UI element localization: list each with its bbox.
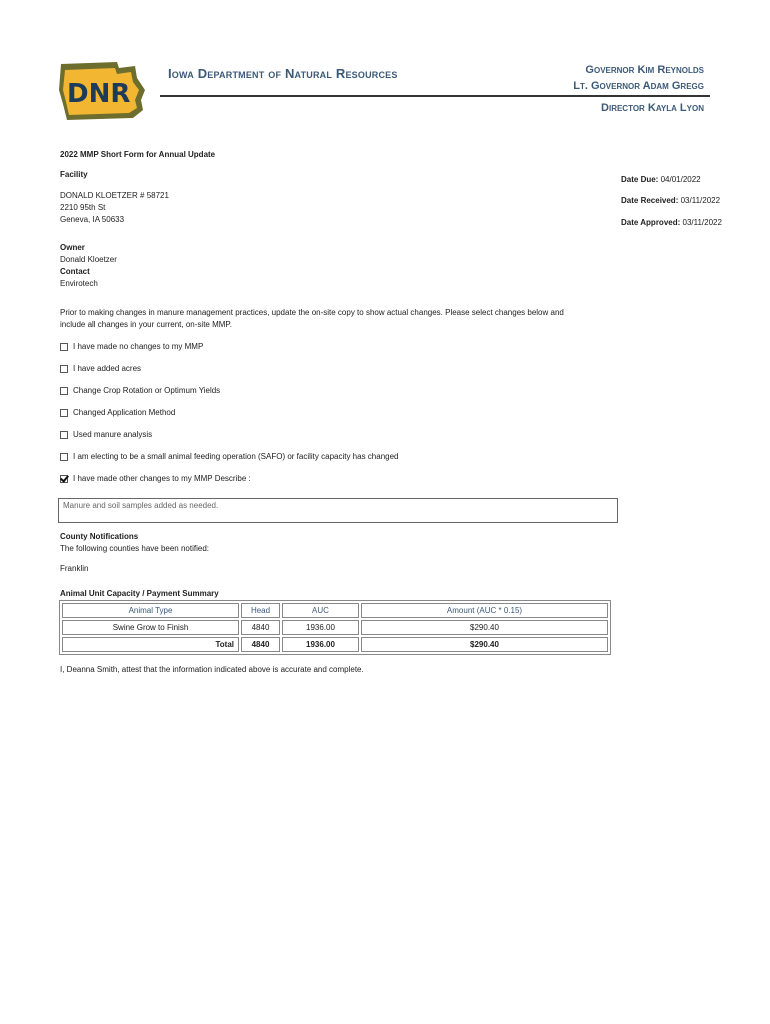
attestation: I, Deanna Smith, attest that the information indicated above is accurate and complete. bbox=[60, 665, 364, 674]
date-due bbox=[621, 174, 701, 186]
instructions bbox=[60, 307, 620, 331]
checkbox[interactable] bbox=[60, 343, 68, 351]
instructions-line-2: include all changes in your current, on-site MMP. bbox=[60, 320, 232, 329]
cell-total-amount: $290.40 bbox=[361, 637, 608, 652]
checkbox-label: Changed Application Method bbox=[73, 408, 176, 417]
col-amount: Amount (AUC * 0.15) bbox=[361, 603, 608, 618]
describe-field[interactable]: Manure and soil samples added as needed. bbox=[58, 498, 618, 523]
dnr-logo-text: DNR bbox=[67, 79, 131, 109]
cell-amount: $290.40 bbox=[361, 620, 608, 635]
contact-label: Contact bbox=[60, 267, 90, 276]
date-approved bbox=[621, 217, 722, 229]
checkbox-label: I have added acres bbox=[73, 364, 142, 373]
date-received-value: 03/11/2022 bbox=[680, 196, 721, 205]
checkbox[interactable] bbox=[60, 431, 68, 439]
checkbox-checked[interactable] bbox=[60, 475, 68, 483]
county-name: Franklin bbox=[60, 564, 89, 573]
date-due-value: 04/01/2022 bbox=[660, 175, 701, 184]
cell-head: 4840 bbox=[241, 620, 280, 635]
contact-name: Envirotech bbox=[60, 279, 98, 288]
checkbox-other-changes[interactable] bbox=[60, 473, 251, 485]
owner-contact bbox=[60, 242, 117, 290]
auc-section-title: Animal Unit Capacity / Payment Summary bbox=[60, 589, 219, 598]
table-header-row bbox=[62, 603, 608, 618]
cell-total-auc: 1936.00 bbox=[282, 637, 359, 652]
date-received-label: Date Received: bbox=[621, 196, 679, 205]
checkbox-label: Change Crop Rotation or Optimum Yields bbox=[73, 386, 221, 395]
date-approved-label: Date Approved: bbox=[621, 218, 681, 227]
form-title: 2022 MMP Short Form for Annual Update bbox=[60, 150, 216, 159]
owner-name: Donald Kloetzer bbox=[60, 255, 117, 264]
checkbox-manure-analysis[interactable] bbox=[60, 429, 152, 441]
checkbox[interactable] bbox=[60, 387, 68, 395]
director-name: Director Kayla Lyon bbox=[601, 102, 704, 114]
checkbox-label: I am electing to be a small animal feeding operation (SAFO) or facility capacity has changed bbox=[73, 452, 399, 461]
checkbox[interactable] bbox=[60, 409, 68, 417]
facility-address bbox=[60, 190, 169, 226]
governor-name: Governor Kim Reynolds bbox=[585, 64, 704, 76]
cell-animal-type: Swine Grow to Finish bbox=[62, 620, 239, 635]
facility-label: Facility bbox=[60, 170, 88, 179]
checkbox-safo[interactable] bbox=[60, 451, 399, 463]
agency-name: Iowa Department of Natural Resources bbox=[168, 66, 398, 81]
instructions-line-1: Prior to making changes in manure management practices, update the on-site copy to show actual changes. Please select changes below and bbox=[60, 308, 564, 317]
owner-label: Owner bbox=[60, 243, 85, 252]
address-line-2: Geneva, IA 50633 bbox=[60, 215, 125, 224]
checkbox-crop-rotation[interactable] bbox=[60, 385, 220, 397]
lt-governor-name: Lt. Governor Adam Gregg bbox=[573, 80, 704, 92]
table-total-row bbox=[62, 637, 608, 652]
date-due-label: Date Due: bbox=[621, 175, 659, 184]
checkbox-label: Used manure analysis bbox=[73, 430, 153, 439]
checkbox[interactable] bbox=[60, 365, 68, 373]
checkbox-added-acres[interactable] bbox=[60, 363, 141, 375]
checkbox-application-method[interactable] bbox=[60, 407, 175, 419]
cell-auc: 1936.00 bbox=[282, 620, 359, 635]
county-notifications bbox=[60, 531, 209, 555]
facility-name: DONALD KLOETZER # 58721 bbox=[60, 191, 169, 200]
address-line-1: 2210 95th St bbox=[60, 203, 106, 212]
col-head: Head bbox=[241, 603, 280, 618]
auc-table bbox=[59, 600, 611, 655]
checkbox-label: I have made no changes to my MMP bbox=[73, 342, 204, 351]
checkbox-no-changes[interactable] bbox=[60, 341, 203, 353]
checkbox-label: I have made other changes to my MMP Describe : bbox=[73, 474, 251, 483]
col-animal-type: Animal Type bbox=[62, 603, 239, 618]
date-received bbox=[621, 195, 720, 207]
col-auc: AUC bbox=[282, 603, 359, 618]
dnr-logo bbox=[57, 60, 149, 122]
table-row bbox=[62, 620, 608, 635]
checkbox[interactable] bbox=[60, 453, 68, 461]
county-text: The following counties have been notified: bbox=[60, 544, 209, 553]
cell-total-head: 4840 bbox=[241, 637, 280, 652]
county-label: County Notifications bbox=[60, 532, 139, 541]
header-divider bbox=[160, 95, 710, 97]
cell-total-label: Total bbox=[62, 637, 239, 652]
date-approved-value: 03/11/2022 bbox=[682, 218, 722, 227]
